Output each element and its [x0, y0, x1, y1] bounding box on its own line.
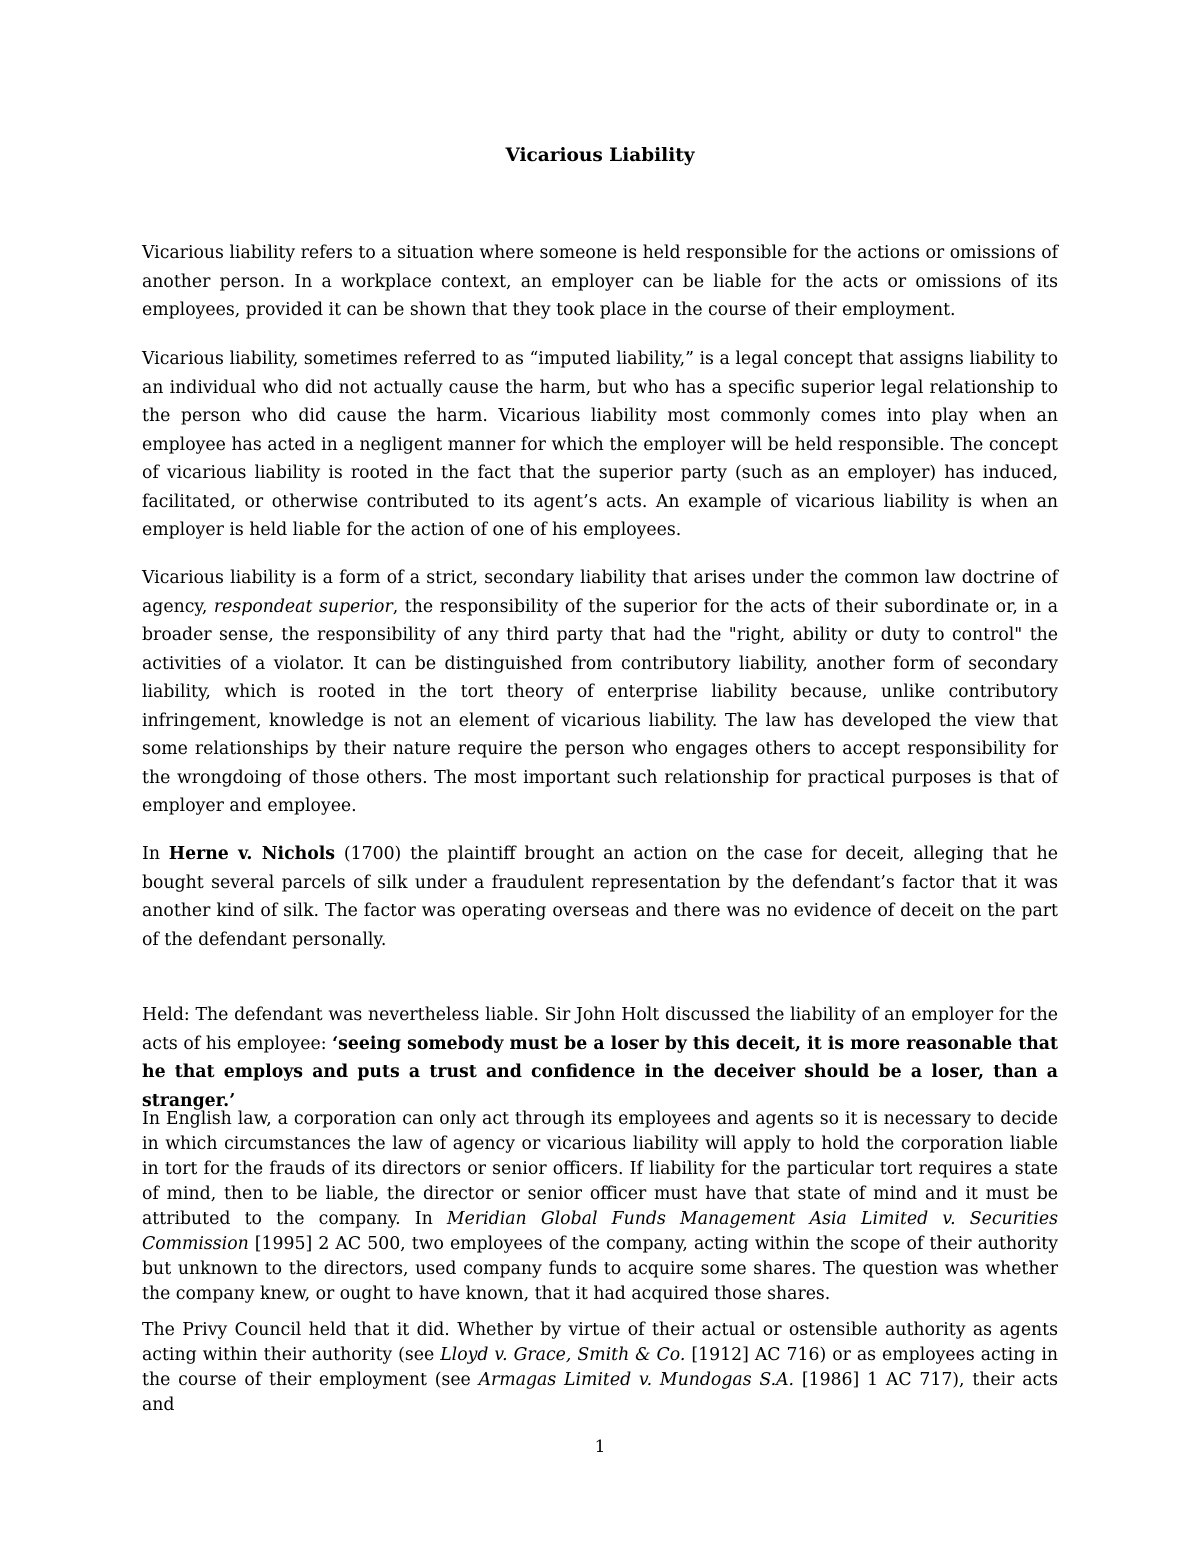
paragraph-text: Held: The defendant was nevertheless liable. Sir John Holt discussed the liability of an employer for the acts of his employee:: [142, 1005, 1058, 1054]
paragraph-english-law: [142, 1107, 1058, 1307]
paragraph-respondeat-superior: [142, 564, 1058, 821]
paragraph-imputed-liability: [142, 345, 1058, 545]
case-name: Lloyd v. Grace, Smith & Co.: [440, 1345, 686, 1365]
holt-quote: ‘seeing somebody must be a loser by this deceit, it is more reasonable that he that employs and puts a trust and confidence in the deceiver should be a loser, than a stranger.’: [142, 1033, 1058, 1111]
paragraph-held: [142, 1001, 1058, 1115]
paragraph-text: Vicarious liability refers to a situation where someone is held responsible for the actions or omissions of another person. In a workplace context, an employer can be liable for the acts or omissions of its employees, provided it can be shown that they took place in the course of their employment.: [142, 243, 1058, 320]
paragraph-definition: [142, 239, 1058, 325]
paragraph-text: [1986] 1 AC 717), their acts and: [142, 1370, 1058, 1415]
paragraph-text: , the responsibility of the superior for the acts of their subordinate or, in a broader sense, the responsibility of any third party that had the "right, ability or duty to control" the activities of a violator. It can be distinguished from contributory liability, another form of secondary liability, which is rooted in the tort theory of enterprise liability because, unlike contributory infringement, knowledge is not an element of vicarious liability. The law has developed the view that some relationships by their nature require the person who engages others to accept responsibility for the wrongdoing of those others. The most important such relationship for practical purposes is that of employer and employee.: [142, 596, 1058, 816]
paragraph-text: Vicarious liability, sometimes referred to as “imputed liability,” is a legal concept that assigns liability to an individual who did not actually cause the harm, but who has a specific superior legal relationship to the person who did cause the harm. Vicarious liability most commonly comes into play when an employee has acted in a negligent manner for which the employer will be held responsible. The concept of vicarious liability is rooted in the fact that the superior party (such as an employer) has induced, facilitated, or otherwise contributed to its agent’s acts. An example of vicarious liability is when an employer is held liable for the action of one of his employees.: [142, 349, 1058, 540]
paragraph-text: In: [142, 844, 169, 864]
page-number: 1: [594, 1437, 606, 1457]
document-title: Vicarious Liability: [505, 145, 695, 166]
case-name: Armagas Limited v. Mundogas S.A.: [478, 1370, 795, 1390]
paragraph-privy-council: [142, 1318, 1058, 1418]
paragraph-text: [1995] 2 AC 500, two employees of the company, acting within the scope of their authority but unknown to the directors, used company funds to acquire some shares. The question was whether the company knew, or ought to have known, that it had acquired those shares.: [142, 1234, 1058, 1304]
paragraph-text: [1912] AC 716) or as employees acting in the course of their employment (see: [142, 1345, 1058, 1390]
paragraph-text: (1700) the plaintiff brought an action on the case for deceit, alleging that he bought several parcels of silk under a fraudulent representation by the defendant’s factor that it was another kind of silk. The factor was operating overseas and there was no evidence of deceit on the part of the defendant personally.: [142, 844, 1059, 950]
paragraph-text: The Privy Council held that it did. Whether by virtue of their actual or ostensible authority as agents acting within their authority (see: [142, 1320, 1058, 1365]
paragraph-herne-v-nichols: [142, 840, 1058, 954]
case-name: Herne v. Nichols: [168, 844, 336, 864]
paragraph-text: In English law, a corporation can only act through its employees and agents so it is necessary to decide in which circumstances the law of agency or vicarious liability will apply to hold the corporation liable in tort for the frauds of its directors or senior officers. If liability for the particular tort requires a state of mind, then to be liable, the director or senior officer must have that state of mind and it must be attributed to the company. In: [142, 1109, 1058, 1229]
case-name: Meridian Global Funds Management Asia Limited v. Securities Commission: [142, 1209, 1058, 1254]
latin-term: respondeat superior: [213, 596, 393, 617]
paragraph-text: Vicarious liability is a form of a strict, secondary liability that arises under the common law doctrine of agency,: [142, 568, 1058, 617]
